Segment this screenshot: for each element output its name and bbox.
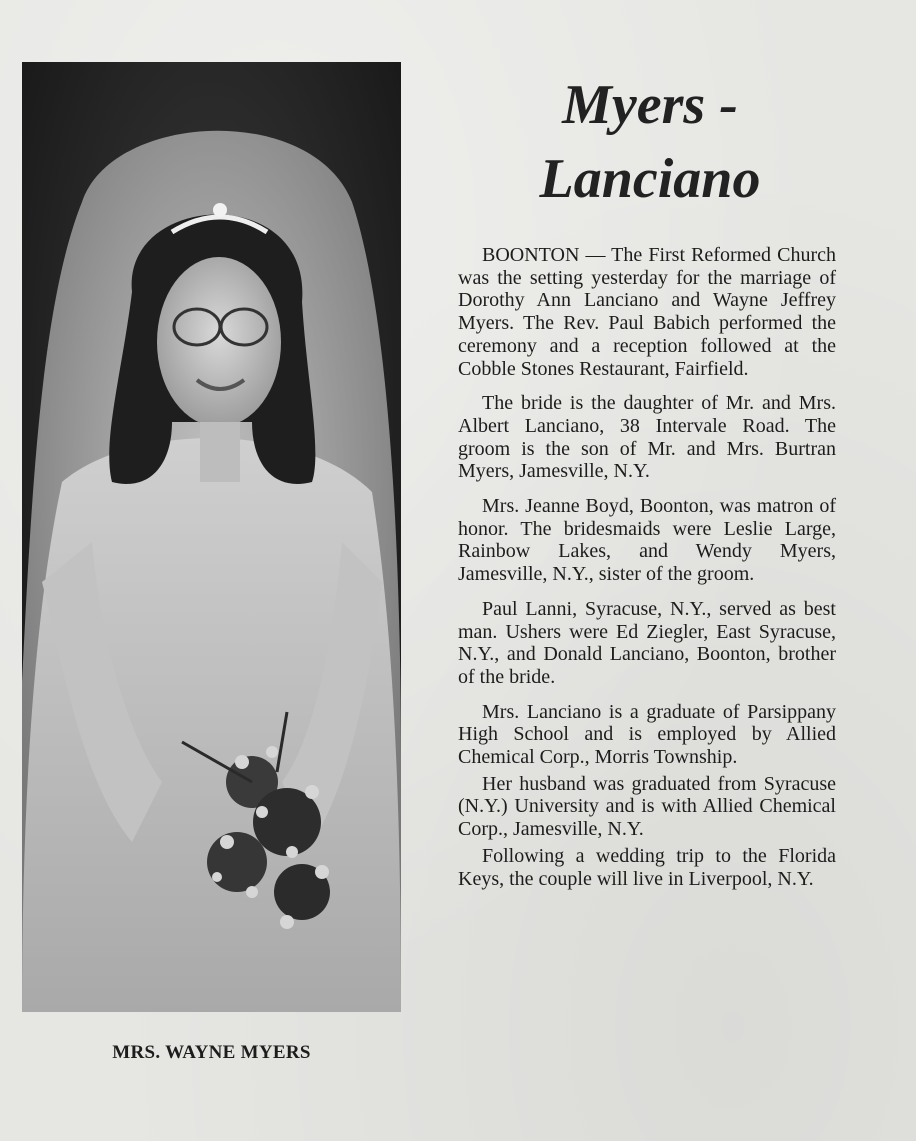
article-paragraph: BOONTON — The First Reformed Church was the setting yesterday for the marriage of Dorothy Ann Lanciano and Wayne Jeffrey Myers. The Rev. Paul Babich performed the ceremony and a reception followed at the Cobble Stones Restaurant, Fairfield.	[458, 244, 836, 380]
article-paragraph: Her husband was graduated from Syracuse (N.Y.) University and is with Allied Chemical Corp., Jamesville, N.Y.	[458, 772, 836, 841]
article-paragraph: Following a wedding trip to the Florida Keys, the couple will live in Liverpool, N.Y.	[458, 844, 836, 890]
article-paragraph: Paul Lanni, Syracuse, N.Y., served as best man. Ushers were Ed Ziegler, East Syracuse, N.Y., and Donald Lanciano, Boonton, brother of the bride.	[458, 597, 836, 688]
headline-line-1: Myers -	[562, 74, 738, 136]
headline	[480, 68, 820, 216]
photo-caption: MRS. WAYNE MYERS	[112, 1042, 311, 1063]
article-paragraph: Mrs. Jeanne Boyd, Boonton, was matron of honor. The bridesmaids were Leslie Large, Rainbow Lakes, and Wendy Myers, Jamesville, N.Y., sister of the groom.	[458, 495, 836, 586]
headline-line-2: Lanciano	[539, 148, 761, 210]
article-paragraph: The bride is the daughter of Mr. and Mrs. Albert Lanciano, 38 Intervale Road. The groom is the son of Mr. and Mrs. Burtran Myers, Jamesville, N.Y.	[458, 392, 836, 483]
bride-photo	[22, 62, 401, 1012]
article-body	[458, 244, 836, 890]
article-paragraph: Mrs. Lanciano is a graduate of Parsippany High School and is employed by Allied Chemical Corp., Morris Township.	[458, 700, 836, 769]
